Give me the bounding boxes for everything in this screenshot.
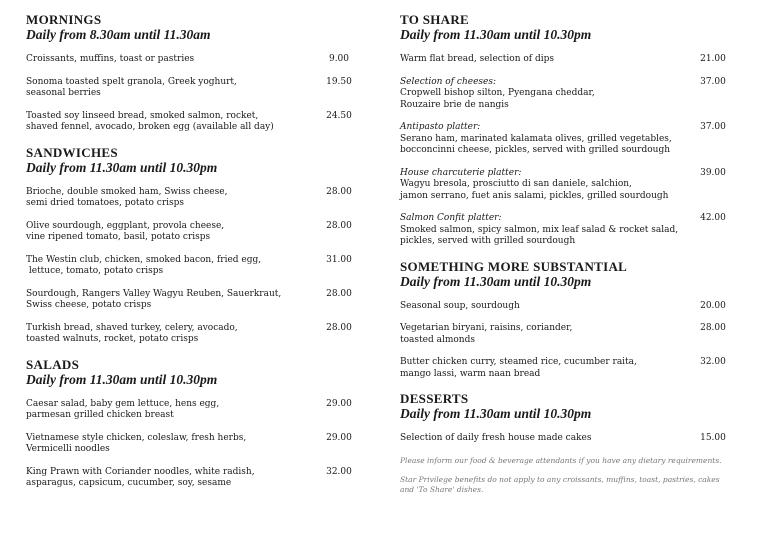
item-description bbox=[26, 433, 311, 456]
item-name: House charcuterie platter: bbox=[400, 167, 522, 178]
item-line: Cropwell bishop silton, Pyengana cheddar, bbox=[400, 88, 595, 98]
menu-item bbox=[26, 111, 356, 134]
section-subtitle: Daily from 11.30am until 10.30pm bbox=[400, 273, 592, 289]
item-price: 32.00 bbox=[326, 466, 352, 477]
menu-section bbox=[400, 259, 730, 381]
item-description bbox=[400, 168, 685, 203]
menu-item bbox=[400, 357, 730, 380]
section-subtitle: Daily from 11.30am until 10.30pm bbox=[26, 159, 218, 175]
item-line: parmesan grilled chicken breast bbox=[26, 410, 174, 420]
item-price: 19.50 bbox=[326, 76, 352, 87]
menu-item bbox=[400, 433, 730, 445]
item-line: pickles, served with grilled sourdough bbox=[400, 236, 576, 246]
menu-item bbox=[26, 467, 356, 490]
menu-section bbox=[26, 357, 356, 490]
item-price: 37.00 bbox=[700, 76, 726, 87]
item-line: Seasonal soup, sourdough bbox=[400, 300, 520, 311]
item-description bbox=[26, 54, 311, 66]
item-line: Swiss cheese, potato crisps bbox=[26, 300, 152, 310]
item-price: 28.00 bbox=[326, 186, 352, 197]
item-description bbox=[400, 54, 685, 66]
menu-item bbox=[400, 122, 730, 157]
item-description bbox=[26, 221, 311, 244]
item-description bbox=[400, 357, 685, 380]
item-line: Olive sourdough, eggplant, provola cheese, bbox=[26, 220, 225, 231]
dietary-notes bbox=[400, 456, 730, 495]
menu-section bbox=[400, 12, 730, 248]
item-line: The Westin club, chicken, smoked bacon, fried egg, bbox=[26, 254, 262, 265]
item-line: Croissants, muffins, toast or pastries bbox=[26, 54, 195, 64]
item-line: Toasted soy linseed bread, smoked salmon, rocket, bbox=[26, 110, 259, 121]
menu-item bbox=[26, 323, 356, 346]
item-line: Vermicelli noodles bbox=[26, 444, 110, 454]
item-price: 39.00 bbox=[700, 167, 726, 178]
item-description bbox=[26, 323, 311, 346]
item-description bbox=[400, 213, 685, 248]
item-price: 28.00 bbox=[700, 323, 726, 333]
right-sections bbox=[400, 12, 730, 445]
item-price: 24.50 bbox=[326, 110, 352, 121]
item-name: Salmon Confit platter: bbox=[400, 213, 502, 223]
menu-section bbox=[26, 145, 356, 346]
menu-item bbox=[400, 54, 730, 66]
item-line: Sourdough, Rangers Valley Wagyu Reuben, Sauerkraut, bbox=[26, 288, 282, 299]
item-price: 37.00 bbox=[700, 122, 726, 132]
item-description bbox=[400, 77, 685, 112]
item-price: 21.00 bbox=[700, 54, 726, 64]
item-line: shaved fennel, avocado, broken egg (available all day) bbox=[26, 122, 274, 132]
menu-item bbox=[26, 399, 356, 422]
item-line: Wagyu bresola, prosciutto di san daniele, salchion, bbox=[400, 179, 632, 189]
menu-item bbox=[26, 255, 356, 278]
menu-item bbox=[26, 77, 356, 100]
item-line: semi dried tomatoes, potato crisps bbox=[26, 198, 185, 208]
item-line: Selection of daily fresh house made cakes bbox=[400, 433, 592, 443]
note-text: Star Privilege benefits do not apply to any croissants, muffins, toast, pastries, cakes and 'To Share' dishes. bbox=[400, 474, 720, 494]
item-line: Vegetarian biryani, raisins, coriander, bbox=[400, 323, 573, 333]
note-text: Please inform our food & beverage attendants if you have any dietary requirements. bbox=[400, 455, 722, 465]
menu-item bbox=[26, 433, 356, 456]
item-line: Turkish bread, shaved turkey, celery, avocado, bbox=[26, 322, 238, 333]
menu-section bbox=[26, 12, 356, 134]
item-line: Warm flat bread, selection of dips bbox=[400, 54, 555, 64]
item-price: 29.00 bbox=[326, 398, 352, 409]
item-line: Serano ham, marinated kalamata olives, grilled vegetables, bbox=[400, 133, 672, 144]
item-description bbox=[26, 111, 311, 134]
menu-left-column bbox=[26, 12, 356, 501]
section-title: TO SHARE bbox=[400, 12, 469, 27]
item-price: 28.00 bbox=[326, 322, 352, 333]
item-line: Sonoma toasted spelt granola, Greek yoghurt, bbox=[26, 76, 237, 87]
item-name: Selection of cheeses: bbox=[400, 76, 497, 87]
section-title: SANDWICHES bbox=[26, 144, 118, 160]
item-line: toasted almonds bbox=[400, 334, 475, 345]
menu-item bbox=[26, 187, 356, 210]
section-title: DESSERTS bbox=[400, 391, 469, 406]
item-line: jamon serrano, fuet anis salami, pickles, grilled sourdough bbox=[400, 190, 669, 201]
item-price: 9.00 bbox=[328, 54, 350, 64]
item-price: 28.00 bbox=[326, 288, 352, 299]
item-description bbox=[26, 399, 311, 422]
item-line: Caesar salad, baby gem lettuce, hens egg, bbox=[26, 398, 220, 409]
item-line: Vietnamese style chicken, coleslaw, fresh herbs, bbox=[26, 432, 247, 443]
item-price: 31.00 bbox=[326, 254, 352, 265]
item-price: 42.00 bbox=[700, 213, 726, 223]
menu-item bbox=[400, 323, 730, 346]
item-line: lettuce, tomato, potato crisps bbox=[26, 266, 164, 276]
menu-right-column bbox=[400, 12, 730, 504]
item-line: King Prawn with Coriander noodles, white radish, bbox=[26, 466, 255, 477]
menu-item bbox=[26, 221, 356, 244]
item-line: Butter chicken curry, steamed rice, cucumber raita, bbox=[400, 357, 637, 367]
item-price: 20.00 bbox=[700, 300, 726, 311]
menu-item bbox=[400, 77, 730, 112]
item-description bbox=[400, 301, 685, 313]
item-description bbox=[26, 187, 311, 210]
item-line: Rouzaire brie de nangis bbox=[400, 99, 509, 110]
item-name: Antipasto platter: bbox=[400, 122, 481, 132]
menu-item bbox=[400, 213, 730, 248]
item-line: vine ripened tomato, basil, potato crisps bbox=[26, 232, 211, 242]
section-title: MORNINGS bbox=[26, 12, 102, 27]
item-price: 28.00 bbox=[326, 220, 352, 231]
item-description bbox=[26, 289, 311, 312]
item-line: bocconcinni cheese, pickles, served with grilled sourdough bbox=[400, 145, 671, 155]
section-subtitle: Daily from 11.30am until 10.30pm bbox=[400, 27, 592, 42]
menu-section bbox=[400, 391, 730, 445]
item-line: Brioche, double smoked ham, Swiss cheese, bbox=[26, 186, 228, 197]
menu-item bbox=[400, 301, 730, 313]
item-description bbox=[400, 433, 685, 445]
item-description bbox=[26, 467, 311, 490]
item-line: Smoked salmon, spicy salmon, mix leaf salad & rocket salad, bbox=[400, 224, 679, 235]
section-subtitle: Daily from 8.30am until 11.30am bbox=[26, 27, 211, 42]
menu-item bbox=[400, 168, 730, 203]
menu-item bbox=[26, 54, 356, 66]
item-description bbox=[400, 323, 685, 346]
item-line: seasonal berries bbox=[26, 88, 101, 98]
section-subtitle: Daily from 11.30am until 10.30pm bbox=[400, 406, 592, 421]
section-title: SALADS bbox=[26, 356, 80, 372]
item-price: 15.00 bbox=[700, 433, 726, 443]
section-title: SOMETHING MORE SUBSTANTIAL bbox=[400, 258, 628, 274]
section-subtitle: Daily from 11.30am until 10.30pm bbox=[26, 371, 218, 387]
item-price: 32.00 bbox=[700, 357, 726, 367]
item-line: asparagus, capsicum, cucumber, soy, sesame bbox=[26, 478, 232, 488]
item-description bbox=[400, 122, 685, 157]
item-line: mango lassi, warm naan bread bbox=[400, 368, 541, 379]
item-description bbox=[26, 77, 311, 100]
item-price: 29.00 bbox=[326, 432, 352, 443]
item-description bbox=[26, 255, 311, 278]
item-line: toasted walnuts, rocket, potato crisps bbox=[26, 334, 199, 344]
menu-item bbox=[26, 289, 356, 312]
